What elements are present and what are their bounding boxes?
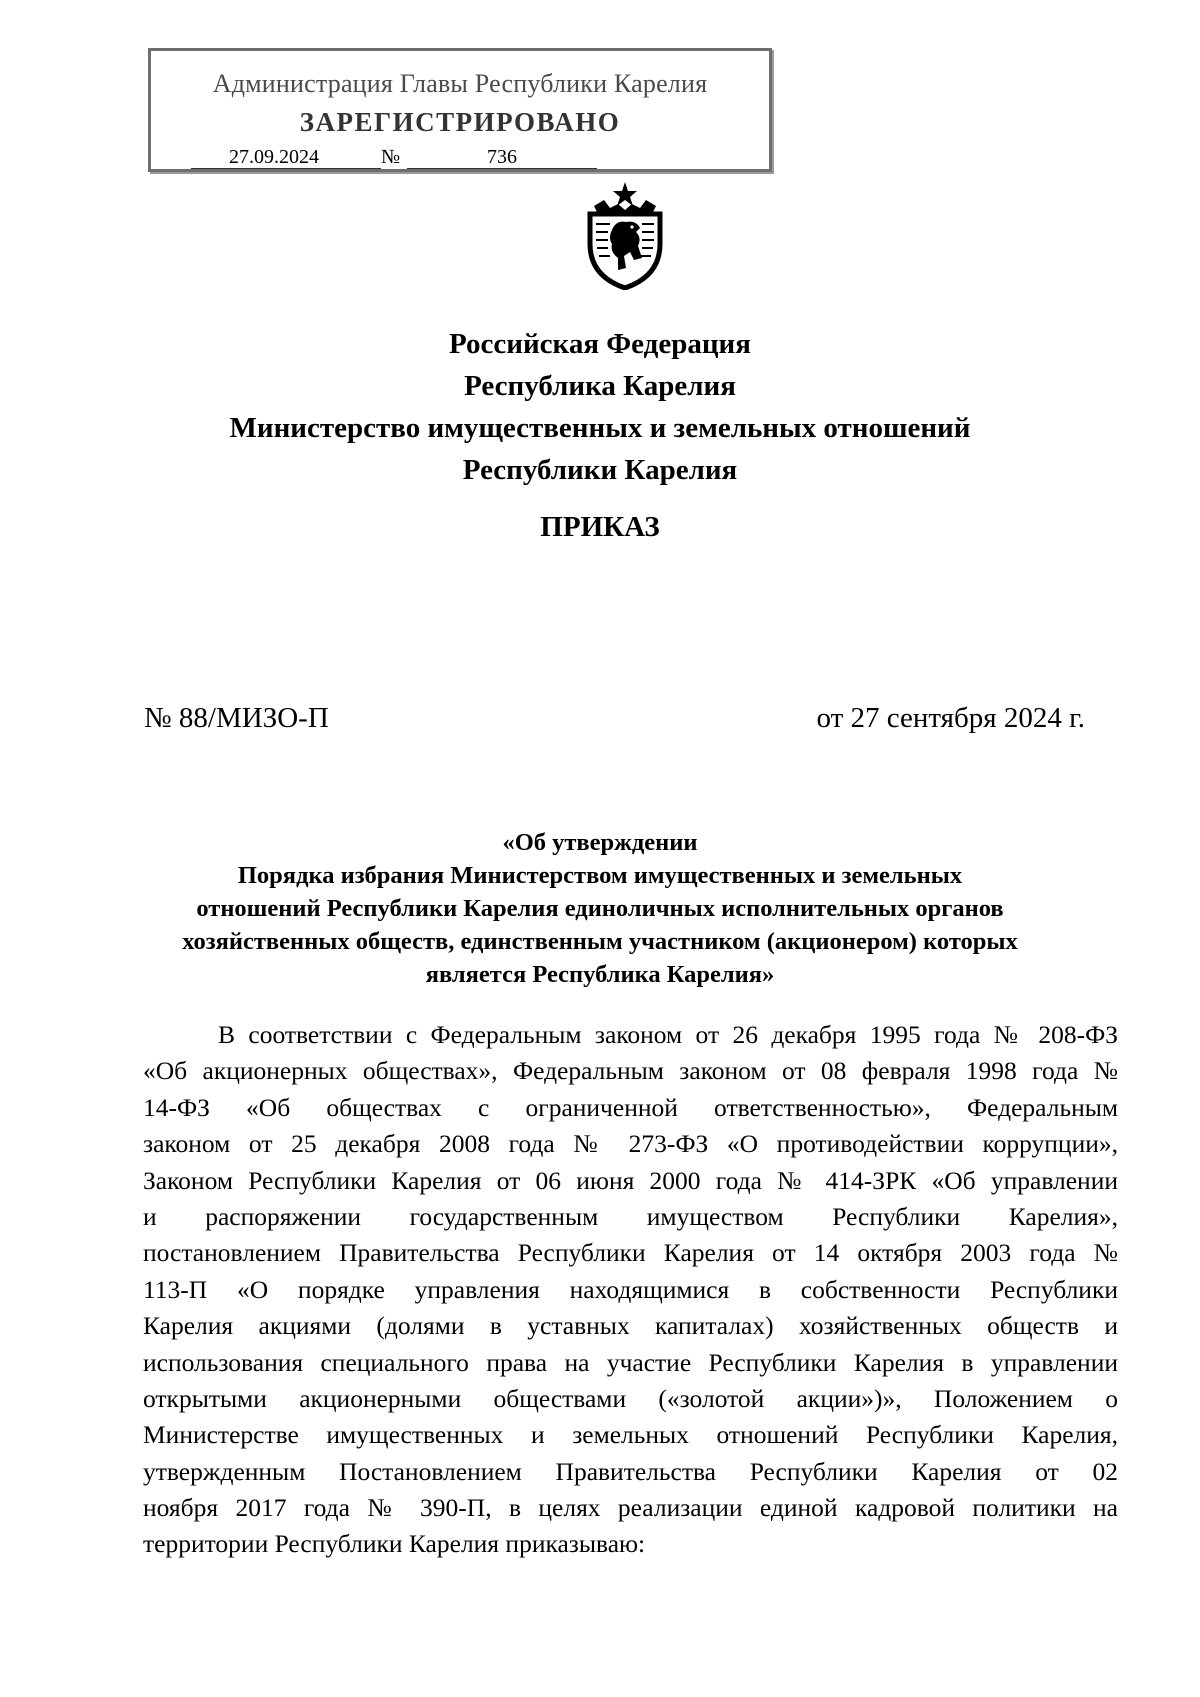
body-line: 14-ФЗ «Об обществах с ограниченной ответственностью», Федеральным xyxy=(143,1092,1118,1122)
body-line: «Об акционерных обществах», Федеральным законом от 08 февраля 1998 года № xyxy=(143,1056,1118,1086)
registration-stamp xyxy=(148,48,772,172)
stamp-number: 736 xyxy=(407,146,597,169)
body-line: постановлением Правительства Республики Карелия от 14 октября 2003 года № xyxy=(143,1238,1118,1268)
body-line: Карелия акциями (долями в уставных капиталах) хозяйственных обществ и xyxy=(143,1311,1118,1341)
header-ministry-region: Республики Карелия xyxy=(462,454,738,486)
order-date: от 27 сентября 2024 г. xyxy=(816,702,1085,734)
body-line: утвержденным Постановлением Правительства Республики Карелия от 02 xyxy=(143,1456,1118,1486)
document-type: ПРИКАЗ xyxy=(540,511,660,543)
stamp-underline xyxy=(357,168,381,169)
subject-line: «Об утверждении xyxy=(502,829,698,856)
order-subject xyxy=(0,826,1200,991)
stamp-number-label: № xyxy=(381,146,401,168)
body-paragraph xyxy=(143,1017,1118,1563)
stamp-date: 27.09.2024 xyxy=(191,146,357,169)
body-line: законом от 25 декабря 2008 года № 273-ФЗ «О противодействии коррупции», xyxy=(143,1129,1118,1159)
karelia-coat-of-arms-icon xyxy=(580,180,670,290)
header-country: Российская Федерация xyxy=(449,328,751,360)
body-line: 113-П «О порядке управления находящимися в собственности Республики xyxy=(143,1274,1118,1304)
body-line: Законом Республики Карелия от 06 июня 2000 года № 414-ЗРК «Об управлении xyxy=(143,1165,1118,1195)
body-line: В соответствии с Федеральным законом от 26 декабря 1995 года № 208-ФЗ xyxy=(218,1020,1118,1049)
subject-line: отношений Республики Карелия единоличных исполнительных органов xyxy=(196,895,1004,922)
stamp-status: ЗАРЕГИСТРИРОВАНО xyxy=(299,107,621,137)
stamp-organization: Администрация Главы Республики Карелия xyxy=(212,69,708,98)
body-line: территории Республики Карелия приказываю: xyxy=(143,1529,646,1559)
header-region: Республика Карелия xyxy=(464,370,736,402)
body-line: открытыми акционерными обществами («золотой акции»)», Положением о xyxy=(143,1383,1118,1413)
body-line: Министерстве имущественных и земельных отношений Республики Карелия, xyxy=(143,1420,1118,1450)
order-number: № 88/МИЗО-П xyxy=(144,702,329,734)
subject-line: хозяйственных обществ, единственным участником (акционером) которых xyxy=(182,928,1018,955)
body-line: и распоряжении государственным имуществом Республики Карелия», xyxy=(143,1201,1118,1231)
subject-line: Порядка избрания Министерством имущественных и земельных xyxy=(237,862,963,889)
body-line: использования специального права на участие Республики Карелия в управлении xyxy=(143,1347,1118,1377)
body-line: ноября 2017 года № 390-П, в целях реализации единой кадровой политики на xyxy=(143,1493,1118,1523)
subject-line: является Республика Карелия» xyxy=(425,961,775,988)
header-ministry: Министерство имущественных и земельных отношений xyxy=(229,412,971,444)
